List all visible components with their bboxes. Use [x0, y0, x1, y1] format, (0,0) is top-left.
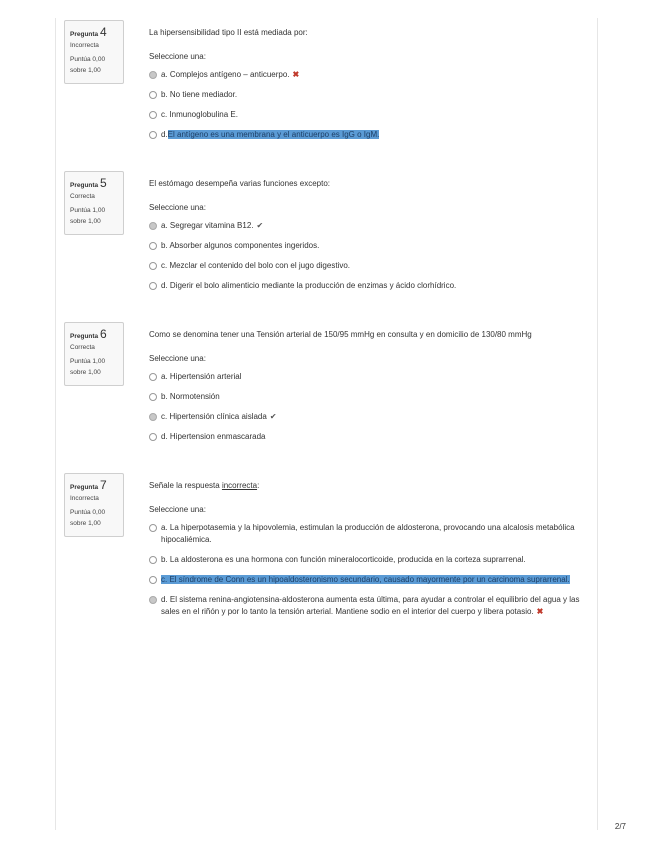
- answer-label: c. Mezclar el contenido del bolo con el jugo digestivo.: [161, 261, 350, 270]
- answer-option-a[interactable]: [149, 371, 589, 383]
- question-info-box: [64, 322, 124, 386]
- question-number: 6: [99, 327, 107, 341]
- answer-label: c. Hipertensión clínica aislada: [161, 412, 267, 421]
- question-text: [149, 480, 589, 492]
- question-state: Incorrecta: [70, 42, 99, 49]
- answer-option-b[interactable]: [149, 554, 589, 566]
- page-number: 2/7: [614, 822, 626, 831]
- answer-label: b. Normotensión: [161, 392, 220, 401]
- question-state: Correcta: [70, 344, 95, 351]
- answer-option-c[interactable]: [149, 109, 589, 121]
- highlighted-answer-text: c. El síndrome de Conn es un hipoaldosteronismo secundario, causado mayormente por un carcinoma suprarrenal.: [161, 575, 570, 584]
- question-label: Pregunta: [70, 333, 99, 340]
- answer-option-d[interactable]: [149, 431, 589, 443]
- question-grade-max: sobre 1,00: [70, 218, 101, 225]
- radio-button[interactable]: [149, 556, 157, 564]
- answer-option-a[interactable]: [149, 220, 589, 232]
- question-text: El estómago desempeña varias funciones excepto:: [149, 179, 330, 188]
- select-prompt: Seleccione una:: [149, 52, 206, 61]
- question-number: 5: [99, 176, 107, 190]
- answer-option-b[interactable]: [149, 240, 589, 252]
- question-content: [149, 329, 589, 443]
- answer-option-c[interactable]: [149, 260, 589, 272]
- question-grade: Puntúa 1,00: [70, 358, 106, 365]
- question-info-box: [64, 473, 124, 537]
- question-number: 7: [99, 478, 107, 492]
- answer-option-a[interactable]: [149, 522, 589, 546]
- radio-button-selected[interactable]: [149, 71, 157, 79]
- left-border: [55, 18, 56, 830]
- answer-option-c[interactable]: [149, 574, 589, 586]
- answer-label: d. Digerir el bolo alimenticio mediante la producción de enzimas y ácido clorhídrico.: [161, 281, 457, 290]
- answer-label: a. Hipertensión arterial: [161, 372, 242, 381]
- correct-check-icon: ✔: [269, 412, 277, 421]
- answer-option-d[interactable]: [149, 280, 589, 292]
- question-grade-max: sobre 1,00: [70, 520, 101, 527]
- question-grade: Puntúa 0,00: [70, 56, 106, 63]
- question-grade-max: sobre 1,00: [70, 369, 101, 376]
- radio-button[interactable]: [149, 576, 157, 584]
- radio-button[interactable]: [149, 111, 157, 119]
- radio-button[interactable]: [149, 433, 157, 441]
- answer-option-c[interactable]: [149, 411, 589, 423]
- question-text: La hipersensibilidad tipo II está mediada por:: [149, 28, 308, 37]
- answer-label: d. El sistema renina-angiotensina-aldosterona aumenta esta última, para ayudar a controlar el equilibrio del agua y las sales en el riñón y por lo tanto la tensión arterial. Mantiene sodio en el interior del cuerpo y libera potasio.: [161, 595, 580, 616]
- radio-button-selected[interactable]: [149, 222, 157, 230]
- question-text-end: :: [257, 481, 260, 490]
- question-state: Incorrecta: [70, 495, 99, 502]
- radio-button-selected[interactable]: [149, 413, 157, 421]
- answer-option-d[interactable]: [149, 594, 589, 618]
- question-state: Correcta: [70, 193, 95, 200]
- question-content: [149, 178, 589, 292]
- question-grade-max: sobre 1,00: [70, 67, 101, 74]
- answer-option-b[interactable]: [149, 89, 589, 101]
- answer-label: b. La aldosterona es una hormona con función mineralocorticoide, producida en la corteza suprarrenal.: [161, 555, 526, 564]
- question-label: Pregunta: [70, 31, 99, 38]
- radio-button[interactable]: [149, 91, 157, 99]
- highlighted-answer-text: El antígeno es una membrana y el anticuerpo es IgG o IgM.: [167, 130, 380, 139]
- question-grade: Puntúa 0,00: [70, 509, 106, 516]
- answer-label: a. La hiperpotasemia y la hipovolemia, estimulan la producción de aldosterona, provocando una alcalosis metabólica hipocaliémica.: [161, 523, 575, 544]
- question-info-box: [64, 20, 124, 84]
- radio-button[interactable]: [149, 524, 157, 532]
- select-prompt: Seleccione una:: [149, 354, 206, 363]
- correct-check-icon: ✔: [256, 221, 264, 230]
- question-text-underlined: incorrecta: [221, 481, 258, 490]
- incorrect-icon: ✖: [536, 607, 544, 616]
- radio-button[interactable]: [149, 131, 157, 139]
- radio-button[interactable]: [149, 242, 157, 250]
- answer-label: a. Complejos antígeno – anticuerpo.: [161, 70, 290, 79]
- radio-button[interactable]: [149, 373, 157, 381]
- question-text: Como se denomina tener una Tensión arterial de 150/95 mmHg en consulta y en domicilio de 130/80 mmHg: [149, 330, 532, 339]
- answer-option-d[interactable]: [149, 129, 589, 141]
- question-label: Pregunta: [70, 182, 99, 189]
- answer-prefix: d.: [161, 130, 168, 139]
- select-prompt: Seleccione una:: [149, 203, 206, 212]
- select-prompt: Seleccione una:: [149, 505, 206, 514]
- radio-button[interactable]: [149, 262, 157, 270]
- radio-button[interactable]: [149, 282, 157, 290]
- answer-option-b[interactable]: [149, 391, 589, 403]
- answer-label: d. Hipertension enmascarada: [161, 432, 266, 441]
- answer-option-a[interactable]: [149, 69, 589, 81]
- incorrect-icon: ✖: [292, 70, 300, 79]
- question-info-box: [64, 171, 124, 235]
- question-number: 4: [99, 25, 107, 39]
- answer-label: b. Absorber algunos componentes ingeridos.: [161, 241, 320, 250]
- question-content: [149, 480, 589, 618]
- radio-button-selected[interactable]: [149, 596, 157, 604]
- answer-label: b. No tiene mediador.: [161, 90, 238, 99]
- right-border: [597, 18, 598, 830]
- question-grade: Puntúa 1,00: [70, 207, 106, 214]
- answer-label: a. Segregar vitamina B12.: [161, 221, 254, 230]
- radio-button[interactable]: [149, 393, 157, 401]
- question-text-start: Señale la respuesta: [149, 481, 222, 490]
- question-label: Pregunta: [70, 484, 99, 491]
- answer-label: c. Inmunoglobulina E.: [161, 110, 238, 119]
- question-content: [149, 27, 589, 141]
